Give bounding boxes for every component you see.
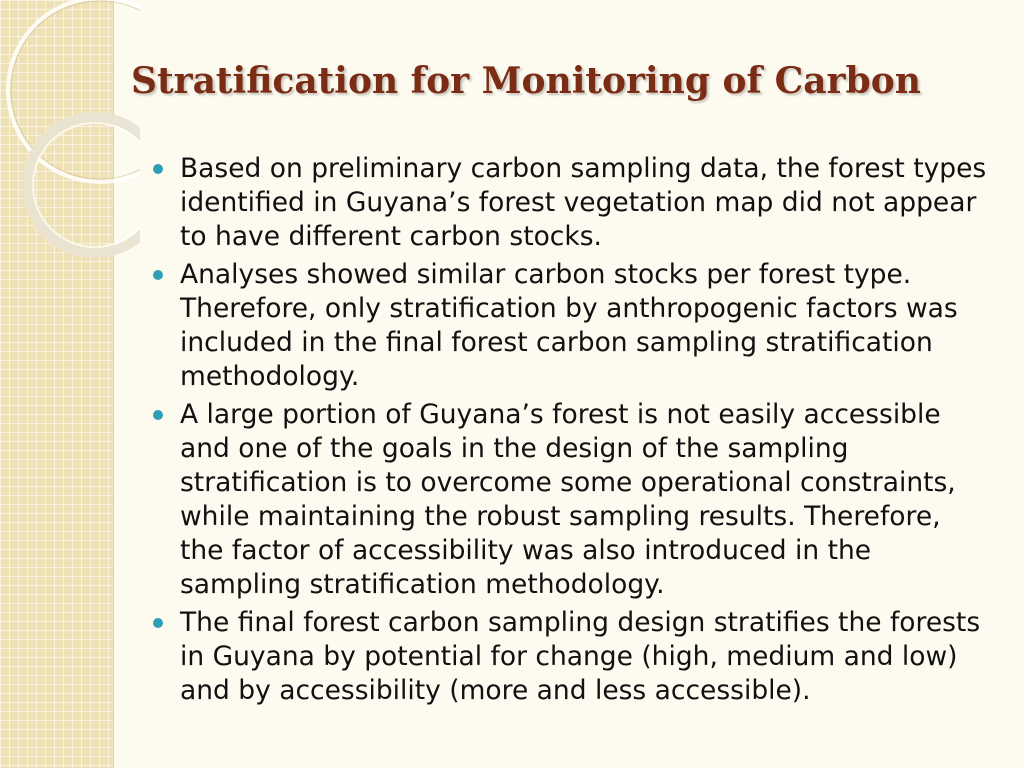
decorative-sidebar: [0, 0, 114, 768]
bullet-dot-icon: [153, 618, 163, 628]
bullet-item: [150, 152, 990, 254]
bullet-dot-icon: [153, 410, 163, 420]
bullet-dot-icon: [153, 164, 163, 174]
bullet-item: [150, 398, 990, 602]
bullet-dot-icon: [153, 270, 163, 280]
bullet-text: The final forest carbon sampling design stratifies the forests in Guyana by potential for change (high, medium and low) and by accessibility (more and less accessible).: [180, 607, 981, 706]
slide-title: Stratification for Monitoring of Carbon: [131, 60, 921, 102]
bullet-text: A large portion of Guyana’s forest is not easily accessible and one of the goals in the design of the sampling stratification is to overcome some operational constraints, while maintaining the robust sampling results. Therefore, the factor of accessibility was also introduced in the sampling stratification methodology.: [180, 399, 956, 600]
bullet-item: [150, 606, 990, 708]
bullet-text: Analyses showed similar carbon stocks per forest type. Therefore, only stratification by anthropogenic factors was included in the final forest carbon sampling stratification methodology.: [180, 259, 958, 392]
bullet-list: [150, 152, 990, 712]
bullet-item: [150, 258, 990, 394]
bullet-text: Based on preliminary carbon sampling data, the forest types identified in Guyana’s forest vegetation map did not appear to have different carbon stocks.: [180, 153, 987, 252]
